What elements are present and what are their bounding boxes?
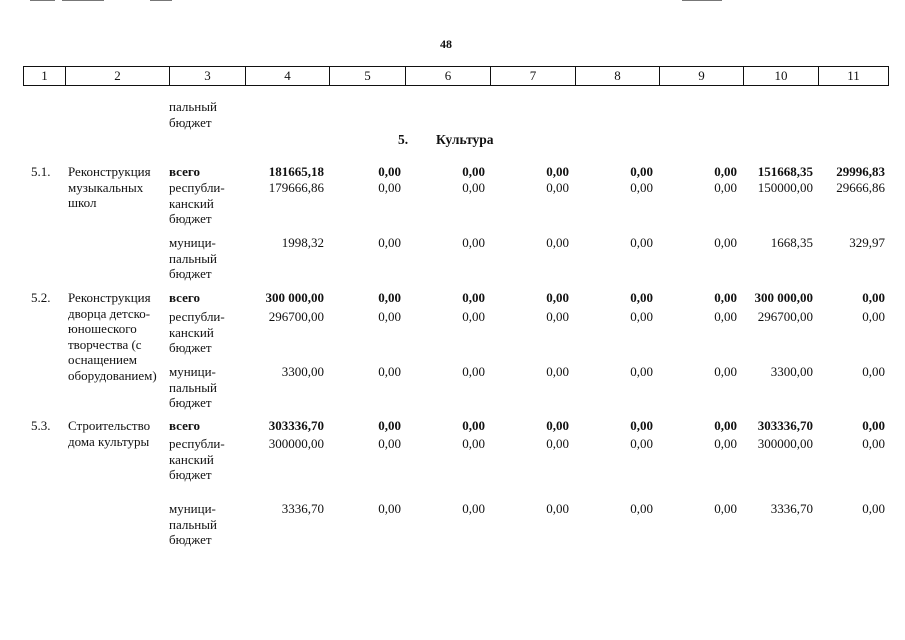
value-cell: 0,00 [630,235,653,250]
value-cell: 0,00 [462,418,485,433]
value-cell: 0,00 [378,418,401,433]
budget-line-label: всего [169,418,200,433]
value-cell: 0,00 [630,501,653,516]
header-col-10: 10 [743,67,818,85]
value-cell: 0,00 [546,501,569,516]
value-cell: 0,00 [714,164,737,179]
header-col-6: 6 [405,67,490,85]
header-col-5: 5 [329,67,405,85]
value-cell: 0,00 [378,364,401,379]
value-cell: 0,00 [378,436,401,451]
value-cell: 0,00 [862,436,885,451]
value-cell: 0,00 [546,364,569,379]
value-cell: 0,00 [630,180,653,195]
value-cell: 0,00 [630,436,653,451]
value-cell: 0,00 [862,364,885,379]
value-cell: 0,00 [546,180,569,195]
value-cell: 303336,70 [268,418,324,433]
value-cell: 3300,00 [770,364,813,379]
value-cell: 0,00 [546,235,569,250]
row-id: 5.1. [31,164,51,179]
value-cell: 0,00 [462,180,485,195]
value-cell: 0,00 [714,436,737,451]
value-cell: 151668,35 [757,164,813,179]
header-col-7: 7 [490,67,575,85]
value-cell: 0,00 [862,290,885,305]
value-cell: 0,00 [546,290,569,305]
value-cell: 329,97 [849,235,885,250]
value-cell: 0,00 [630,418,653,433]
value-cell: 0,00 [462,364,485,379]
header-col-11: 11 [818,67,889,85]
page-number: 48 [440,37,452,51]
budget-line-label: республи- канский бюджет [169,309,225,355]
value-cell: 0,00 [462,235,485,250]
value-cell: 179666,86 [268,180,324,195]
value-cell: 0,00 [378,235,401,250]
value-cell: 0,00 [714,309,737,324]
value-cell: 0,00 [378,309,401,324]
budget-line-label: республи- канский бюджет [169,436,225,482]
budget-line-label: муници- пальный бюджет [169,501,217,547]
value-cell: 0,00 [862,418,885,433]
value-cell: 303336,70 [757,418,813,433]
value-cell: 0,00 [546,309,569,324]
value-cell: 0,00 [714,290,737,305]
value-cell: 0,00 [714,364,737,379]
value-cell: 0,00 [378,501,401,516]
budget-line-label: муници- пальный бюджет [169,235,217,281]
row-id: 5.3. [31,418,51,433]
value-cell: 0,00 [862,309,885,324]
budget-line-label: муници- пальный бюджет [169,364,217,410]
header-col-8: 8 [575,67,659,85]
budget-line-label: всего [169,290,200,305]
value-cell: 296700,00 [757,309,813,324]
value-cell: 0,00 [546,418,569,433]
row-name: Реконструкция музыкальных школ [68,164,151,210]
previous-row-tail: пальный бюджет [169,99,217,130]
value-cell: 3336,70 [770,501,813,516]
header-col-3: 3 [169,67,245,85]
value-cell: 0,00 [462,164,485,179]
value-cell: 0,00 [714,180,737,195]
value-cell: 0,00 [630,164,653,179]
value-cell: 3300,00 [281,364,324,379]
section-name: Культура [436,132,494,147]
value-cell: 0,00 [714,418,737,433]
value-cell: 300000,00 [268,436,324,451]
section-number: 5. [398,132,409,147]
budget-line-label: всего [169,164,200,179]
value-cell: 0,00 [714,501,737,516]
value-cell: 181665,18 [268,164,324,179]
row-id: 5.2. [31,290,51,305]
value-cell: 0,00 [630,290,653,305]
value-cell: 29996,83 [836,164,885,179]
value-cell: 0,00 [462,290,485,305]
row-name: Реконструкция дворца детско- юношеского творчества (с оснащением оборудованием) [68,290,157,383]
value-cell: 0,00 [546,436,569,451]
value-cell: 29666,86 [836,180,885,195]
value-cell: 0,00 [378,164,401,179]
value-cell: 0,00 [462,436,485,451]
value-cell: 300 000,00 [265,290,324,305]
budget-line-label: республи- канский бюджет [169,180,225,226]
value-cell: 0,00 [630,364,653,379]
value-cell: 1998,32 [281,235,324,250]
value-cell: 3336,70 [281,501,324,516]
value-cell: 0,00 [462,501,485,516]
value-cell: 0,00 [862,501,885,516]
header-col-1: 1 [23,67,65,85]
value-cell: 1668,35 [770,235,813,250]
value-cell: 0,00 [378,290,401,305]
section-title [398,132,494,148]
value-cell: 296700,00 [268,309,324,324]
table-header [23,66,889,86]
value-cell: 150000,00 [757,180,813,195]
header-col-4: 4 [245,67,329,85]
value-cell: 0,00 [462,309,485,324]
header-col-2: 2 [65,67,169,85]
value-cell: 0,00 [546,164,569,179]
value-cell: 0,00 [630,309,653,324]
header-col-9: 9 [659,67,743,85]
value-cell: 0,00 [378,180,401,195]
value-cell: 0,00 [714,235,737,250]
row-name: Строительство дома культуры [68,418,151,449]
value-cell: 300000,00 [757,436,813,451]
value-cell: 300 000,00 [754,290,813,305]
